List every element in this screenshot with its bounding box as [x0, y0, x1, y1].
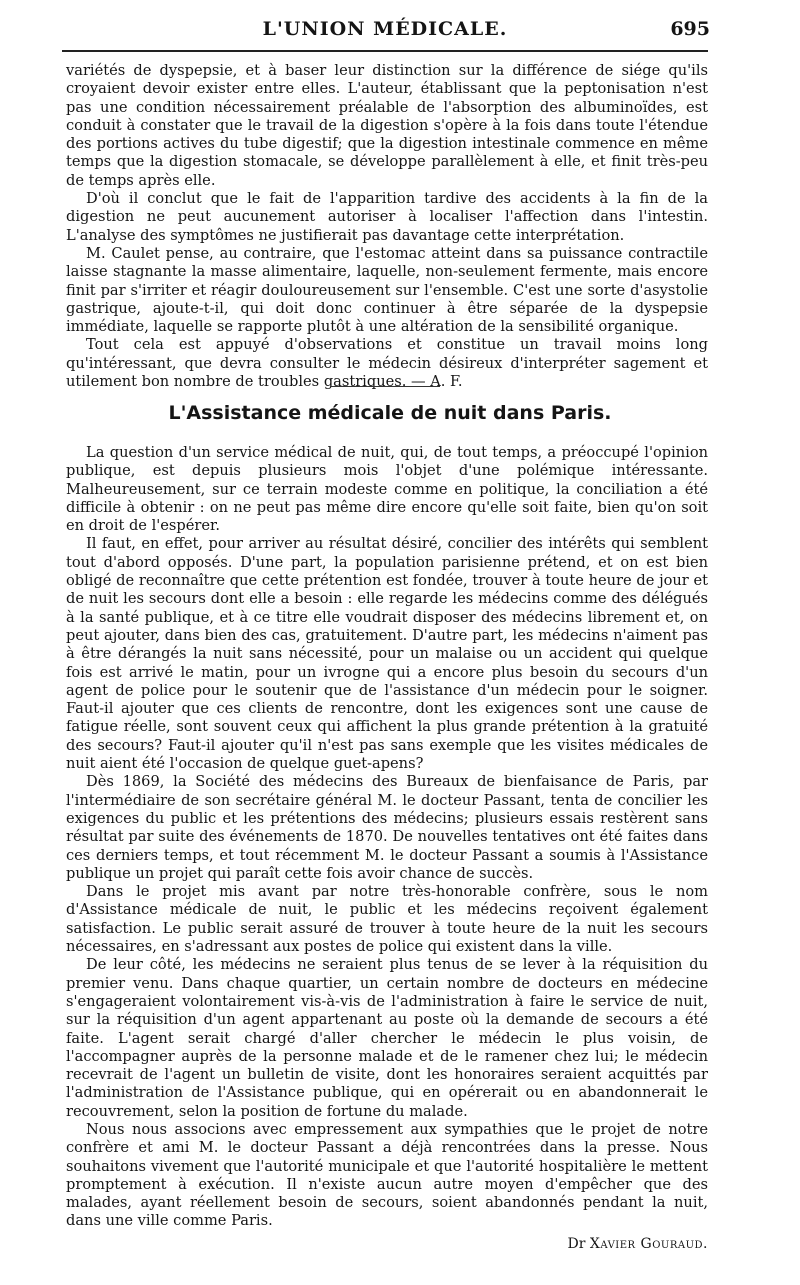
article-2-body	[66, 444, 708, 1253]
article-1-body	[66, 62, 708, 391]
paragraph: De leur côté, les médecins ne seraient plus tenus de se lever à la réquisition du premier venu. Dans chaque quartier, un certain nombre de docteurs en médecine s'engageraient volontairement vis-à-vis de l'administration à faire le service de nuit, sur la réquisition d'un agent appartenant au poste où la demande de secours a été faite. L'agent serait chargé d'aller chercher le médecin le plus voisin, de l'accompagner auprès de la personne malade et de le ramener chez lui; le médecin recevrait de l'agent un bulletin de visite, dont les honoraires seraient acquittés par l'administration de l'Assistance publique, qui en opérerait ou en abandonnerait le recouvrement, selon la position de fortune du malade.	[66, 956, 708, 1120]
page-header	[60, 18, 710, 46]
paragraph: variétés de dyspepsie, et à baser leur distinction sur la différence de siége qu'ils croyaient devoir exister entre elles. L'auteur, établissant que la peptonisation n'est pas une condition nécessairement préalable de l'absorption des albuminoïdes, est conduit à constater que le travail de la digestion s'opère à la fois dans toute l'étendue des portions actives du tube digestif; que la digestion intestinale commence en même temps que la digestion stomacale, se développe parallèlement à elle, et finit très-peu de temps après elle.	[66, 62, 708, 189]
running-title: L'UNION MÉDICALE.	[262, 18, 508, 40]
paragraph: Nous nous associons avec empressement aux sympathies que le projet de notre confrère et ami M. le docteur Passant a déjà rencontrées dans la presse. Nous souhaitons vivement que l'autorité municipale et que l'autorité hospitalière le mettent promptement à exécution. Il n'existe aucun autre moyen d'empêcher que des malades, ayant réellement besoin de secours, soient abandonnés pendant la nuit, dans une ville comme Paris.	[66, 1120, 708, 1230]
paragraph: Tout cela est appuyé d'observations et constitue un travail moins long qu'intéressant, que devra consulter le médecin désireux d'interpréter sagement et utilement bon nombre de troubles gastriques. — A. F.	[66, 336, 708, 391]
signature	[66, 1235, 708, 1253]
paragraph: Dans le projet mis avant par notre très-honorable confrère, sous le nom d'Assistance médicale de nuit, le public et les médecins reçoivent également satisfaction. Le public serait assuré de trouver à toute heure de la nuit les secours nécessaires, en s'adressant aux postes de police qui existent dans la ville.	[66, 883, 708, 956]
paragraph: M. Caulet pense, au contraire, que l'estomac atteint dans sa puissance contractile laisse stagnante la masse alimentaire, laquelle, non-seulement fermente, mais encore finit par s'irriter et réagir douloureusement sur l'ensemble. C'est une sorte d'asystolie gastrique, ajoute-t-il, qui doit donc continuer à être séparée de la dyspepsie immédiate, laquelle se rapporte plutôt à une altération de la sensibilité organique.	[66, 244, 708, 336]
header-rule	[62, 50, 708, 52]
page-number: 695	[670, 18, 710, 40]
signature-prefix: Dr	[567, 1235, 586, 1252]
paragraph: Il faut, en effet, pour arriver au résultat désiré, concilier des intérêts qui semblent tout d'abord opposés. D'une part, la population parisienne prétend, et on est bien obligé de reconnaître que cette prétention est fondée, trouver à toute heure de jour et de nuit les secours dont elle a besoin : elle regarde les médecins comme des délégués à la santé publique, et à ce titre elle voudrait disposer des médecins librement et, on peut ajouter, dans bien des cas, gratuitement. D'autre part, les médecins n'aiment pas à être dérangés la nuit sans nécessité, pour un malaise ou un accident qui quelque fois est arrivé le matin, pour un ivrogne qui a encore plus besoin du secours d'un agent de police pour le soutenir que de l'assistance d'un médecin pour le soigner. Faut-il ajouter que ces clients de rencontre, dont les exigences sont une cause de fatigue réelle, sont souvent ceux qui affichent la plus grande prétention à la gratuité des secours? Faut-il ajouter qu'il n'est pas sans exemple que les visites médicales de nuit aient été l'occasion de quelque guet-apens?	[66, 535, 708, 773]
paragraph: La question d'un service médical de nuit, qui, de tout temps, a préoccupé l'opinion publique, est depuis plusieurs mois l'objet d'une polémique intéressante. Malheureusement, sur ce terrain modeste comme en politique, la conciliation a été difficile à obtenir : on ne peut pas même dire encore qu'elle soit faite, bien qu'on soit en droit de l'espérer.	[66, 444, 708, 535]
paragraph: D'où il conclut que le fait de l'apparition tardive des accidents à la fin de la digestion ne peut aucunement autoriser à localiser l'affection dans l'intestin. L'analyse des symptômes ne justifierait pas davantage cette interprétation.	[66, 190, 708, 244]
paragraph: Dès 1869, la Société des médecins des Bureaux de bienfaisance de Paris, par l'intermédiaire de son secrétaire général M. le docteur Passant, tenta de concilier les exigences du public et les prétentions des médecins; plusieurs essais restèrent sans résultat par suite des événements de 1870. De nouvelles tentatives ont été faites dans ces derniers temps, et tout récemment M. le docteur Passant a soumis à l'Assistance publique un projet qui paraît cette fois avoir chance de succès.	[66, 773, 708, 882]
signature-name: Xavier Gouraud.	[589, 1235, 708, 1252]
section-divider	[330, 386, 440, 387]
article-2-title: L'Assistance médicale de nuit dans Paris.	[168, 402, 612, 424]
